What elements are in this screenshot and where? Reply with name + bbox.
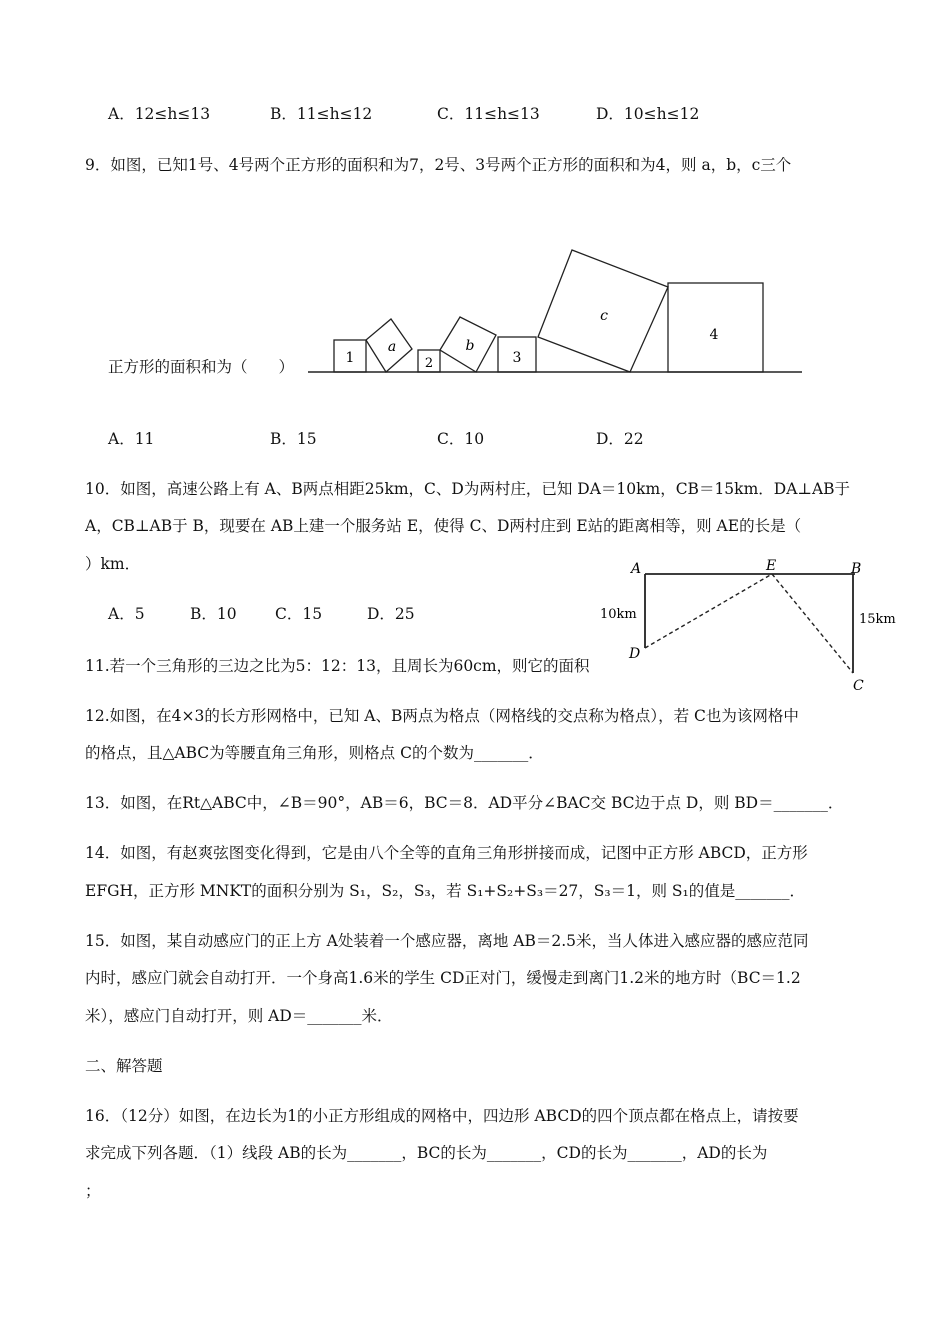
q8-option-d: D．10≤h≤12	[596, 105, 700, 123]
q9-option-b: B．15	[270, 430, 317, 448]
q10-highway-figure	[598, 555, 900, 695]
q9-stem-line2: 正方形的面积和为（ ）	[108, 358, 295, 376]
q9-label-4: 4	[709, 327, 719, 343]
q10-label-c: C	[853, 678, 864, 694]
q9-label-3: 3	[512, 350, 522, 366]
q10-segment-de	[645, 574, 772, 648]
q15-stem-line3: 米），感应门自动打开，则 AD＝_______米．	[85, 1007, 393, 1025]
q8-option-a: A．12≤h≤13	[108, 105, 211, 123]
q16-stem-line3: ；	[85, 1182, 101, 1200]
q9-stem-line1: 9．如图，已知1号、4号两个正方形的面积和为7，2号、3号两个正方形的面积和为4，则 a，b，c三个	[85, 156, 792, 174]
q10-stem-line3: ）km．	[85, 555, 141, 573]
q15-stem-line1: 15．如图，某自动感应门的正上方 A处装着一个感应器，离地 AB＝2.5米，当人体进入感应器的感应范同	[85, 932, 809, 950]
q12-stem-line2: 的格点，且△ABC为等腰直角三角形，则格点 C的个数为_______．	[85, 744, 544, 762]
q12-stem-line1: 12.如图，在4×3的长方形网格中，已知 A、B两点为格点（网格线的交点称为格点），若 C也为该网格中	[85, 707, 799, 725]
q15-stem-line2: 内时，感应门就会自动打开．一个身高1.6米的学生 CD正对门，缓慢走到离门1.2米的地方时（BC＝1.2	[85, 969, 801, 987]
q11-stem-line1: 11.若一个三角形的三边之比为5：12：13，且周长为60cm，则它的面积	[85, 657, 590, 675]
q10-label-cb-length: 15km	[859, 612, 896, 627]
section-2-title: 二、解答题	[85, 1057, 163, 1075]
q9-option-a: A．11	[108, 430, 155, 448]
q9-squares-figure	[300, 240, 810, 385]
q9-label-c: c	[600, 308, 608, 324]
q9-option-c: C．10	[437, 430, 485, 448]
q9-option-d: D．22	[596, 430, 644, 448]
q8-option-c: C．11≤h≤13	[437, 105, 540, 123]
q10-label-da-length: 10km	[600, 607, 637, 622]
q10-label-a: A	[631, 561, 642, 577]
q13-stem-line1: 13．如图，在Rt△ABC中，∠B＝90°，AB＝6，BC＝8．AD平分∠BAC交 BC边于点 D，则 BD＝_______．	[85, 794, 844, 812]
q10-label-e: E	[766, 558, 777, 574]
q10-stem-line1: 10．如图，高速公路上有 A、B两点相距25km，C、D为两村庄，已知 DA＝10km，CB＝15km．DA⊥AB于	[85, 480, 851, 498]
q10-stem-line2: A，CB⊥AB于 B，现要在 AB上建一个服务站 E，使得 C、D两村庄到 E站的距离相等，则 AE的长是（	[85, 517, 802, 535]
q10-option-d: D．25	[367, 605, 415, 623]
q9-label-a: a	[387, 339, 397, 355]
q10-label-d: D	[629, 646, 641, 662]
q10-option-a: A．5	[108, 605, 145, 623]
q16-stem-line1: 16．（12分）如图，在边长为1的小正方形组成的网格中，四边形 ABCD的四个顶点都在格点上，请按要	[85, 1107, 799, 1125]
q9-label-1: 1	[345, 350, 355, 366]
q14-stem-line2: EFGH，正方形 MNKT的面积分别为 S₁，S₂，S₃，若 S₁+S₂+S₃＝27，S₃＝1，则 S₁的值是_______．	[85, 882, 805, 900]
q10-option-b: B．10	[190, 605, 237, 623]
q16-stem-line2: 求完成下列各题．（1）线段 AB的长为_______，BC的长为_______，CD的长为_______，AD的长为	[85, 1144, 768, 1162]
q10-option-c: C．15	[275, 605, 323, 623]
q8-option-b: B．11≤h≤12	[270, 105, 373, 123]
q14-stem-line1: 14．如图，有赵爽弦图变化得到，它是由八个全等的直角三角形拼接而成，记图中正方形 ABCD，正方形	[85, 844, 808, 862]
q9-label-2: 2	[424, 356, 434, 371]
q10-label-b: B	[851, 561, 862, 577]
q10-segment-ec	[772, 574, 853, 673]
q9-label-b: b	[465, 338, 475, 354]
